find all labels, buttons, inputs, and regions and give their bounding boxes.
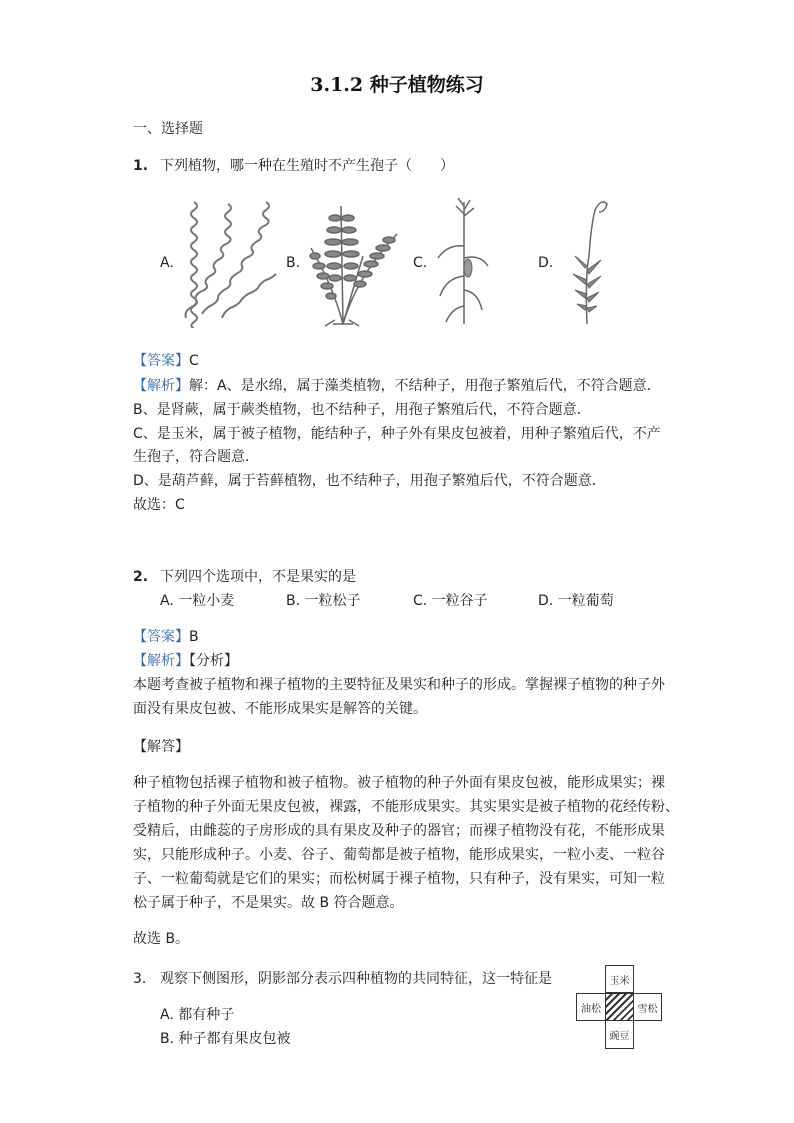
- analysis-tag-1: 【解析】: [133, 378, 189, 394]
- fenxi-tag: 【分析】: [189, 653, 238, 669]
- option-2-c: C. 一粒谷子: [413, 593, 488, 609]
- option-2-d: D. 一粒葡萄: [538, 593, 614, 609]
- option-label-a: A.: [160, 255, 174, 271]
- answer-value-1: C: [189, 353, 199, 369]
- page-title: 3.1.2 种子植物练习: [310, 74, 484, 96]
- fenxi-line-0: 本题考查被子植物和裸子植物的主要特征及果实和种子的形成。掌握裸子植物的种子外: [133, 677, 665, 693]
- jieda-line-2: 受精后，由雌蕊的子房形成的具有果皮及种子的器官；而裸子植物没有花，不能形成果: [133, 823, 665, 839]
- fenxi-line-1: 面没有果皮包被、不能形成果实是解答的关键。: [133, 701, 427, 717]
- question-number-2: 2.: [133, 569, 149, 585]
- analysis-line-1-0: 解：A、是水绵，属于藻类植物，不结种子，用孢子繁殖后代，不符合题意．: [189, 378, 661, 394]
- jieda-line-0: 种子植物包括裸子植物和被子植物。被子植物的种子外面有果皮包被，能形成果实；裸: [133, 775, 665, 791]
- option-label-d: D.: [538, 255, 554, 271]
- diagram-bottom-cell: 豌豆: [605, 1020, 634, 1049]
- analysis-line-1-5: 故选：C: [133, 497, 185, 513]
- moss-image: [565, 196, 615, 328]
- diagram-top-cell: 玉米: [605, 965, 634, 993]
- question-stem-3: 观察下侧图形，阴影部分表示四种植物的共同特征，这一特征是: [160, 971, 552, 987]
- corn-image: [432, 196, 492, 328]
- jieda-line-1: 子植物的种子外面无果皮包被，裸露，不能形成果实。其实果实是被子植物的花经传粉、: [133, 799, 679, 815]
- option-label-c: C.: [413, 255, 428, 271]
- analysis-line-1-3: 生孢子，符合题意．: [133, 449, 259, 465]
- question-stem-1: 下列植物，哪一种在生殖时不产生孢子（ ）: [160, 158, 454, 174]
- analysis-line-1-2: C、是玉米，属于被子植物，能结种子，种子外有果皮包被着，用种子繁殖后代，不产: [133, 426, 661, 442]
- diagram-left-cell: 油松: [576, 993, 606, 1021]
- question-number-3: 3.: [133, 971, 147, 987]
- fern-image: [305, 196, 405, 328]
- diagram-shaded-center: [605, 993, 634, 1021]
- answer-value-2: B: [189, 629, 199, 645]
- analysis-line-1-1: B、是肾蕨，属于蕨类植物，也不结种子，用孢子繁殖后代，不符合题意．: [133, 402, 591, 418]
- analysis-line-1-4: D、是葫芦藓，属于苔藓植物，也不结种子，用孢子繁殖后代，不符合题意．: [133, 473, 606, 489]
- option-3-a: A. 都有种子: [160, 1007, 235, 1023]
- venn-cross-diagram: [576, 965, 662, 1049]
- answer-tag-2: 【答案】: [133, 629, 189, 645]
- section-heading: 一、选择题: [133, 121, 203, 137]
- jieda-tag: 【解答】: [133, 739, 189, 755]
- jieda-line-3: 实，只能形成种子。小麦、谷子、葡萄都是被子植物，能形成果实，一粒小麦、一粒谷: [133, 847, 665, 863]
- option-label-b: B.: [286, 255, 301, 271]
- option-2-b: B. 一粒松子: [286, 593, 361, 609]
- analysis-tag-2: 【解析】: [133, 653, 189, 669]
- question-number-1: 1.: [133, 158, 149, 174]
- diagram-right-cell: 雪松: [633, 993, 662, 1021]
- question-stem-2: 下列四个选项中，不是果实的是: [160, 569, 356, 585]
- option-3-b: B. 种子都有果皮包被: [160, 1031, 291, 1047]
- option-2-a: A. 一粒小麦: [160, 593, 235, 609]
- jieda-line-5: 松子属于种子，不是果实。故 B 符合题意。: [133, 895, 404, 911]
- jieda-line-4: 子、一粒葡萄就是它们的果实；而松树属于裸子植物，只有种子，没有果实，可知一粒: [133, 871, 665, 887]
- spirogyra-image: [180, 196, 280, 328]
- answer-tag-1: 【答案】: [133, 353, 189, 369]
- conclusion-2: 故选 B。: [133, 931, 190, 947]
